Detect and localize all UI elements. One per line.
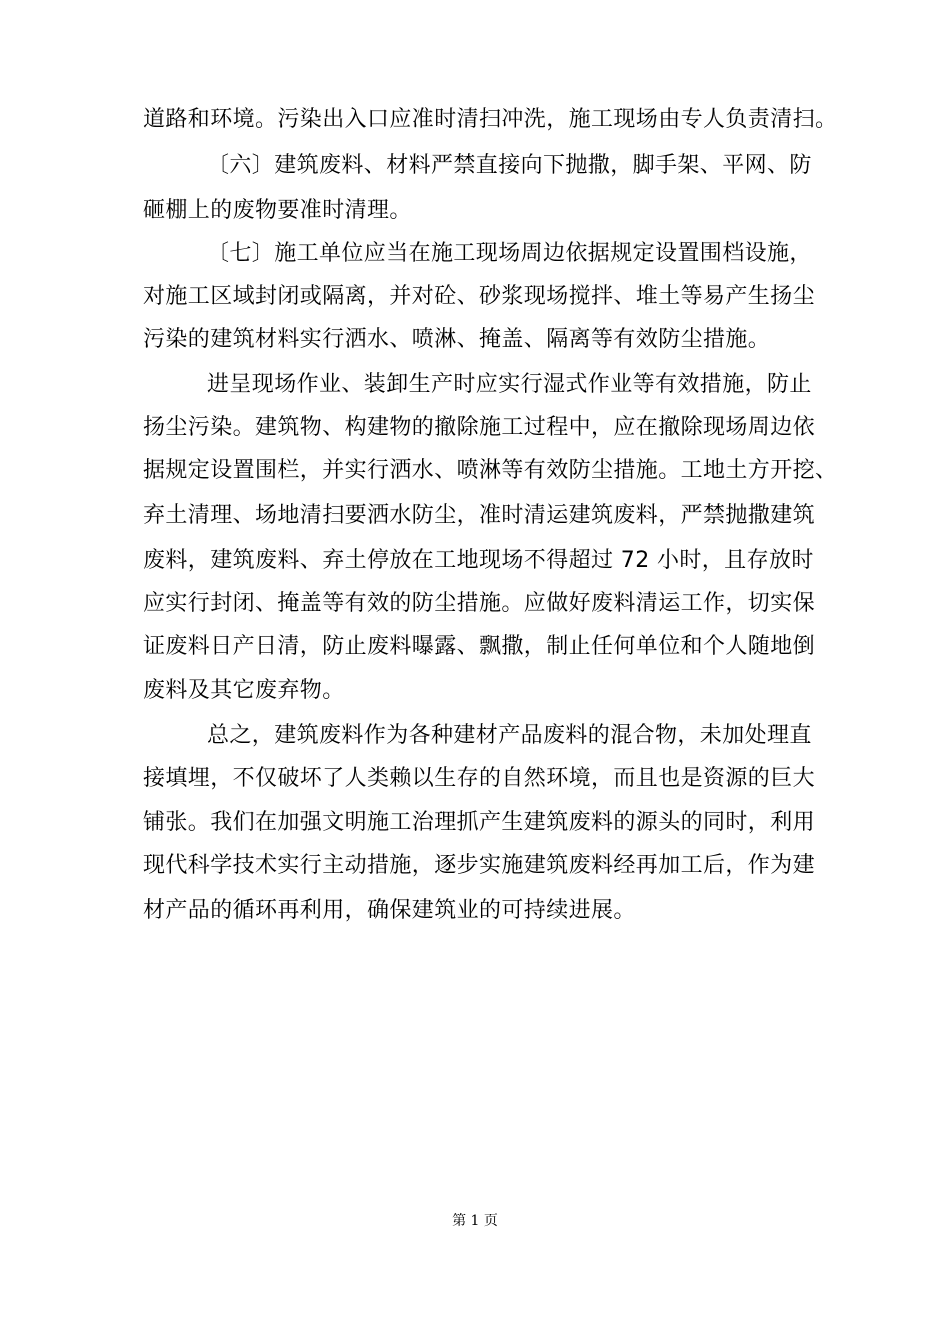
text-line: 铺张。我们在加强文明施工治理抓产生建筑废料的源头的同时，利用 bbox=[143, 810, 816, 835]
text-line: 证废料日产日清，防止废料曝露、飘撒，制止任何单位和个人随地倒 bbox=[143, 634, 816, 659]
text-line: 扬尘污染。建筑物、构建物的撤除施工过程中，应在撤除现场周边依 bbox=[143, 415, 816, 440]
text-line: 道路和环境。污染出入口应准时清扫冲洗，施工现场由专人负责清扫。 bbox=[143, 107, 838, 132]
text-line: 砸棚上的废物要准时清理。 bbox=[143, 198, 412, 223]
text-line: 进呈现场作业、装卸生产时应实行湿式作业等有效措施，防止 bbox=[207, 372, 812, 397]
text-line: 现代科学技术实行主动措施，逐步实施建筑废料经再加工后，作为建 bbox=[143, 853, 816, 878]
text-line: 总之，建筑废料作为各种建材产品废料的混合物，未加处理直 bbox=[207, 723, 812, 748]
page-number: 第 1 页 bbox=[452, 1213, 498, 1229]
text-line: 据规定设置围栏，并实行洒水、喷淋等有效防尘措施。工地土方开挖、 bbox=[143, 458, 838, 483]
text-line: 〔六〕建筑废料、材料严禁直接向下抛撒，脚手架、平网、防 bbox=[207, 153, 812, 178]
text-line: 弃土清理、场地清扫要洒水防尘，准时清运建筑废料，严禁抛撒建筑 bbox=[143, 503, 816, 528]
text-line: 污染的建筑材料实行洒水、喷淋、掩盖、隔离等有效防尘措施。 bbox=[143, 327, 771, 352]
text-line: 废料，建筑废料、弃土停放在工地现场不得超过 72 小时，且存放时 bbox=[143, 548, 814, 573]
text-line: 接填埋，不仅破坏了人类赖以生存的自然环境，而且也是资源的巨大 bbox=[143, 766, 816, 791]
text-line: 废料及其它废弃物。 bbox=[143, 678, 345, 703]
text-line: 应实行封闭、掩盖等有效的防尘措施。应做好废料清运工作，切实保 bbox=[143, 591, 816, 616]
text-line: 材产品的循环再利用，确保建筑业的可持续进展。 bbox=[143, 898, 636, 923]
text-line: 〔七〕施工单位应当在施工现场周边依据规定设置围档设施， bbox=[207, 241, 812, 266]
text-line: 对施工区域封闭或隔离，并对砼、砂浆现场搅拌、堆土等易产生扬尘 bbox=[143, 284, 816, 309]
